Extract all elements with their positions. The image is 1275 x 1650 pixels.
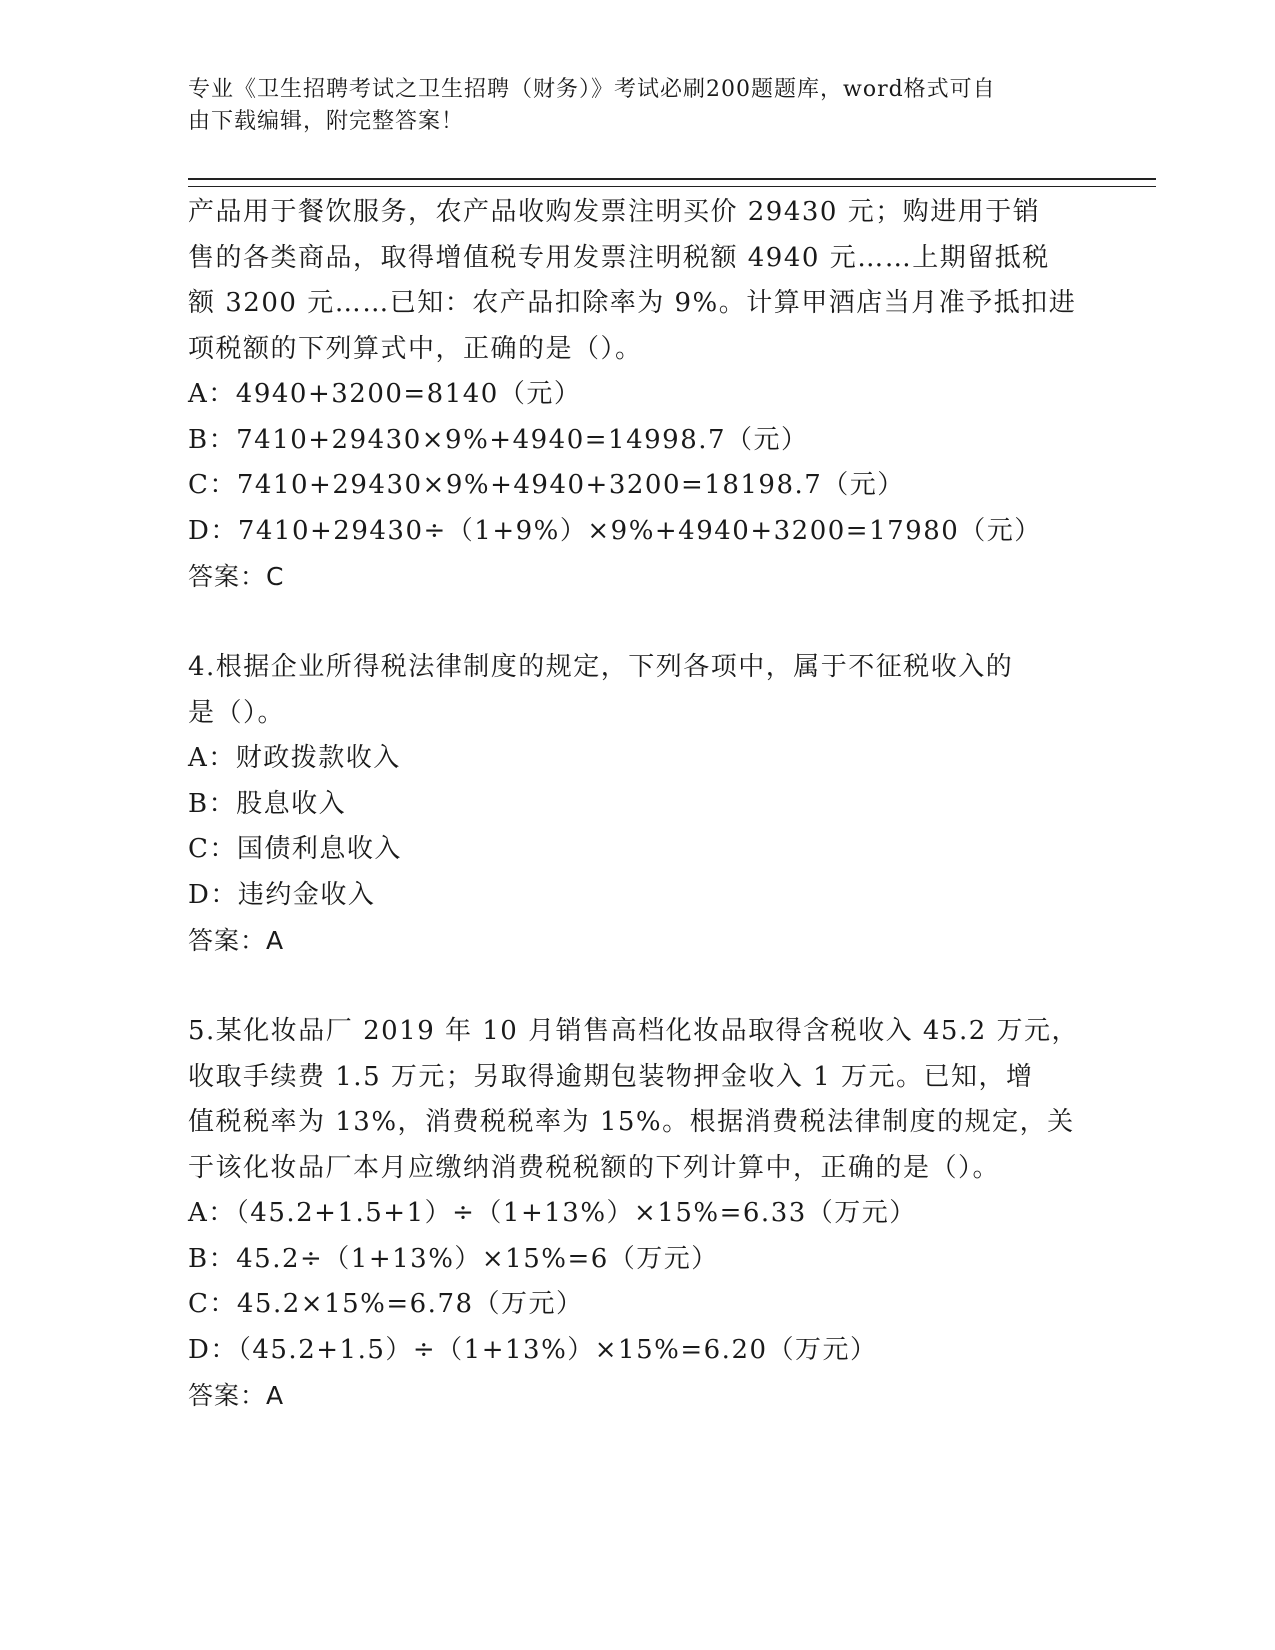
option-a: A：财政拨款收入 [188,743,401,773]
option-d: D：7410+29430÷（1+9%）×9%+4940+3200=17980（元） [188,515,1042,546]
question-3 [188,190,1088,600]
question-stem-line: 于该化妆品厂本月应缴纳消费税税额的下列计算中，正确的是（）。 [188,1152,1001,1183]
header-divider [188,178,1156,187]
option-b: B：股息收入 [188,788,347,819]
question-5 [188,1009,1088,1419]
answer-line: 答案：C [188,562,285,591]
option-c: C：国债利息收入 [188,834,402,864]
header-line-1: 专业《卫生招聘考试之卫生招聘（财务）》考试必刷200题题库，word格式可自 [188,77,996,102]
option-a: A：4940+3200=8140（元） [188,379,582,409]
question-4 [188,645,1088,964]
option-a: A：（45.2+1.5+1）÷（1+13%）×15%=6.33（万元） [188,1198,917,1228]
question-stem-line: 5.某化妆品厂 2019 年 10 月销售高档化妆品取得含税收入 45.2 万元， [188,1016,1080,1046]
header-line-2: 由下载编辑，附完整答案！ [188,109,465,134]
answer-line: 答案：A [188,926,285,955]
question-stem-line: 额 3200 元……已知：农产品扣除率为 9%。计算甲酒店当月准予抵扣进 [188,288,1077,318]
option-b: B：45.2÷（1+13%）×15%=6（万元） [188,1243,719,1274]
option-b: B：7410+29430×9%+4940=14998.7（元） [188,424,809,455]
option-c: C：45.2×15%=6.78（万元） [188,1289,584,1319]
spacer [188,600,1088,646]
document-header [188,74,1068,138]
question-stem-line: 售的各类商品，取得增值税专用发票注明税额 4940 元……上期留抵税 [188,242,1050,273]
question-stem-line: 收取手续费 1.5 万元；另取得逾期包装物押金收入 1 万元。已知，增 [188,1061,1034,1092]
option-d: D：违约金收入 [188,879,376,910]
document-body [188,190,1088,1419]
option-c: C：7410+29430×9%+4940+3200=18198.7（元） [188,470,905,500]
question-stem-line: 产品用于餐饮服务，农产品收购发票注明买价 29430 元；购进用于销 [188,197,1041,227]
answer-line: 答案：A [188,1381,285,1410]
question-stem-line: 4.根据企业所得税法律制度的规定，下列各项中，属于不征税收入的 [188,652,1014,682]
question-stem-line: 是（）。 [188,697,286,728]
question-stem-line: 值税税率为 13%，消费税税率为 15%。根据消费税法律制度的规定，关 [188,1107,1075,1137]
option-d: D：（45.2+1.5）÷（1+13%）×15%=6.20（万元） [188,1334,878,1365]
spacer [188,964,1088,1010]
question-stem-line: 项税额的下列算式中，正确的是（）。 [188,333,643,364]
